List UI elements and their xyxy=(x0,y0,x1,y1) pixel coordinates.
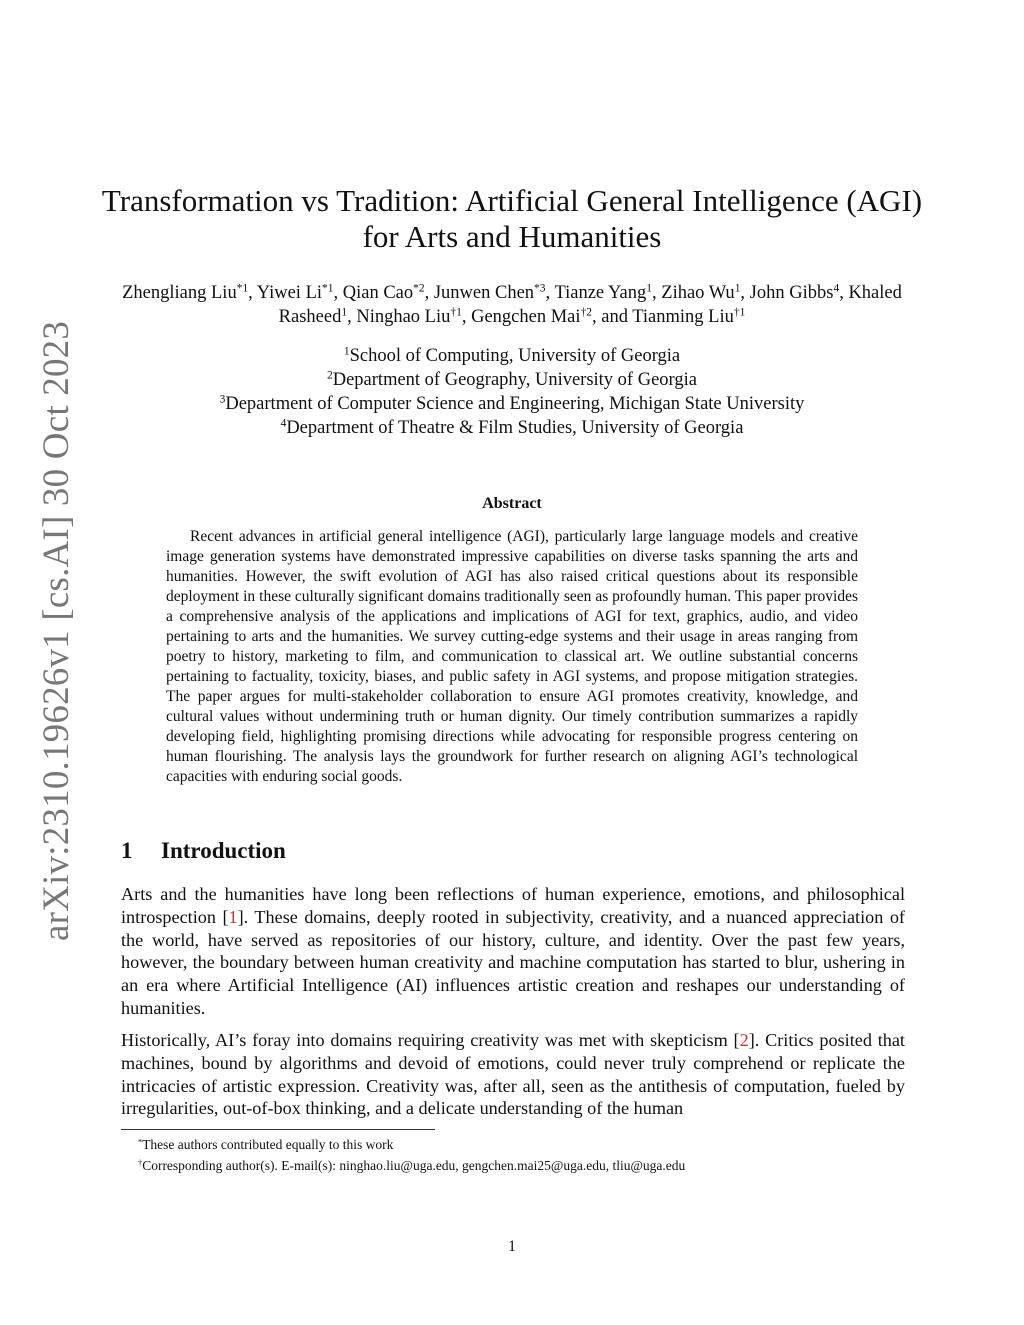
title-line-2: for Arts and Humanities xyxy=(362,219,662,254)
author: Yiwei Li$^{*1}$ xyxy=(256,282,334,303)
author: Qian Cao$^{*2}$ xyxy=(342,282,425,303)
footnote: *These authors contributed equally to this work xyxy=(138,1137,394,1152)
author: Zihao Wu$^1$ xyxy=(661,282,741,303)
intro-paragraph-1: Arts and the humanities have long been reflections of human experience, emotions, and philosophical introspection [1]. These domains, deeply rooted in subjectivity, creativity, and a nuanced appreciation of the world, have served as repositories of our history, culture, and identity. Over the past few years, however, the boundary between human creativity and machine computation has started to blur, ushering in an era where Artificial Intelligence (AI) influences artistic creation and reshapes our understanding of humanities. xyxy=(121,884,905,1018)
affiliation: $^1$School of Computing, University of Georgia xyxy=(343,345,681,366)
abstract-text: Recent advances in artificial general intelligence (AGI), particularly large language models and creative image generation systems have demonstrated impressive capabilities on diverse tasks spanning the arts and humanities. However, the swift evolution of AGI has also raised critical questions about its responsible deployment in these culturally significant domains traditionally seen as profoundly human. This paper provides a comprehensive analysis of the applications and implications of AGI for text, graphics, audio, and video pertaining to arts and the humanities. We survey cutting-edge systems and their usage in areas ranging from poetry to history, marketing to film, and communication to classical art. We outline substantial concerns pertaining to factuality, toxicity, biases, and public safety in AGI systems, and propose mitigation strategies. The paper argues for multi-stakeholder collaboration to ensure AGI promotes creativity, knowledge, and cultural values without undermining truth or human dignity. Our timely contribution summarizes a rapidly developing field, highlighting promising directions while advocating for responsible progress centering on human flourishing. The analysis lays the groundwork for further research on aligning AGI’s technological capacities with enduring social goods. xyxy=(166,528,858,785)
affiliation-list xyxy=(100,344,924,440)
citation-link[interactable]: 1 xyxy=(228,906,238,927)
footnotes xyxy=(138,1134,685,1176)
footnote-divider xyxy=(121,1129,435,1130)
affiliation: $^4$Department of Theatre & Film Studies, University of Georgia xyxy=(280,417,744,438)
affiliation: $^2$Department of Geography, University of Georgia xyxy=(327,369,697,390)
author: Tianze Yang$^1$ xyxy=(554,282,653,303)
author: Tianming Liu$^{\dagger 1}$ xyxy=(632,306,746,327)
title-line-1: Transformation vs Tradition: Artificial General Intelligence (AGI) xyxy=(101,183,923,218)
author: Zhengliang Liu$^{*1}$ xyxy=(122,282,249,303)
paper-title xyxy=(100,183,924,255)
section-number: 1 xyxy=(121,838,133,863)
abstract-heading: Abstract xyxy=(482,495,542,512)
author: Ninghao Liu$^{\dagger 1}$ xyxy=(356,306,462,327)
author: Gengchen Mai$^{\dagger 2}$ xyxy=(471,306,592,327)
author-list: Zhengliang Liu$^{*1}$, Yiwei Li$^{*1}$, Qian Cao$^{*2}$, Junwen Chen$^{*3}$, Tianze Yang$^1$, Zihao Wu$^1$, John Gibbs$^4$, Khaled Rasheed$^1$, Ninghao Liu$^{\dagger 1}$, Gengchen Mai$^{\dagger 2}$, and Tianming Liu$^{\dagger 1}$ xyxy=(122,282,902,327)
author: John Gibbs$^4$ xyxy=(749,282,840,303)
author: Junwen Chen$^{*3}$ xyxy=(433,282,546,303)
footnote: †Corresponding author(s). E-mail(s): ninghao.liu@uga.edu, gengchen.mai25@uga.edu, tliu@uga.edu xyxy=(138,1158,686,1173)
arxiv-identifier: arXiv:2310.19626v1 [cs.AI] 30 Oct 2023 xyxy=(36,320,77,941)
citation-link[interactable]: 2 xyxy=(739,1030,749,1050)
section-title: Introduction xyxy=(161,838,286,863)
page-number: 1 xyxy=(508,1238,516,1255)
intro-paragraph-2: Historically, AI’s foray into domains requiring creativity was met with skepticism [2]. Critics posited that machines, bound by algorithms and devoid of emotions, could never truly comprehend or replicate the intricacies of artistic expression. Creativity was, after all, seen as the antithesis of computation, fueled by irregularities, out-of-box thinking, and a delicate understanding of the human xyxy=(121,1030,905,1119)
section-heading xyxy=(121,838,286,864)
author: Khaled Rasheed$^1$ xyxy=(278,283,902,327)
affiliation: $^3$Department of Computer Science and Engineering, Michigan State University xyxy=(219,393,805,414)
